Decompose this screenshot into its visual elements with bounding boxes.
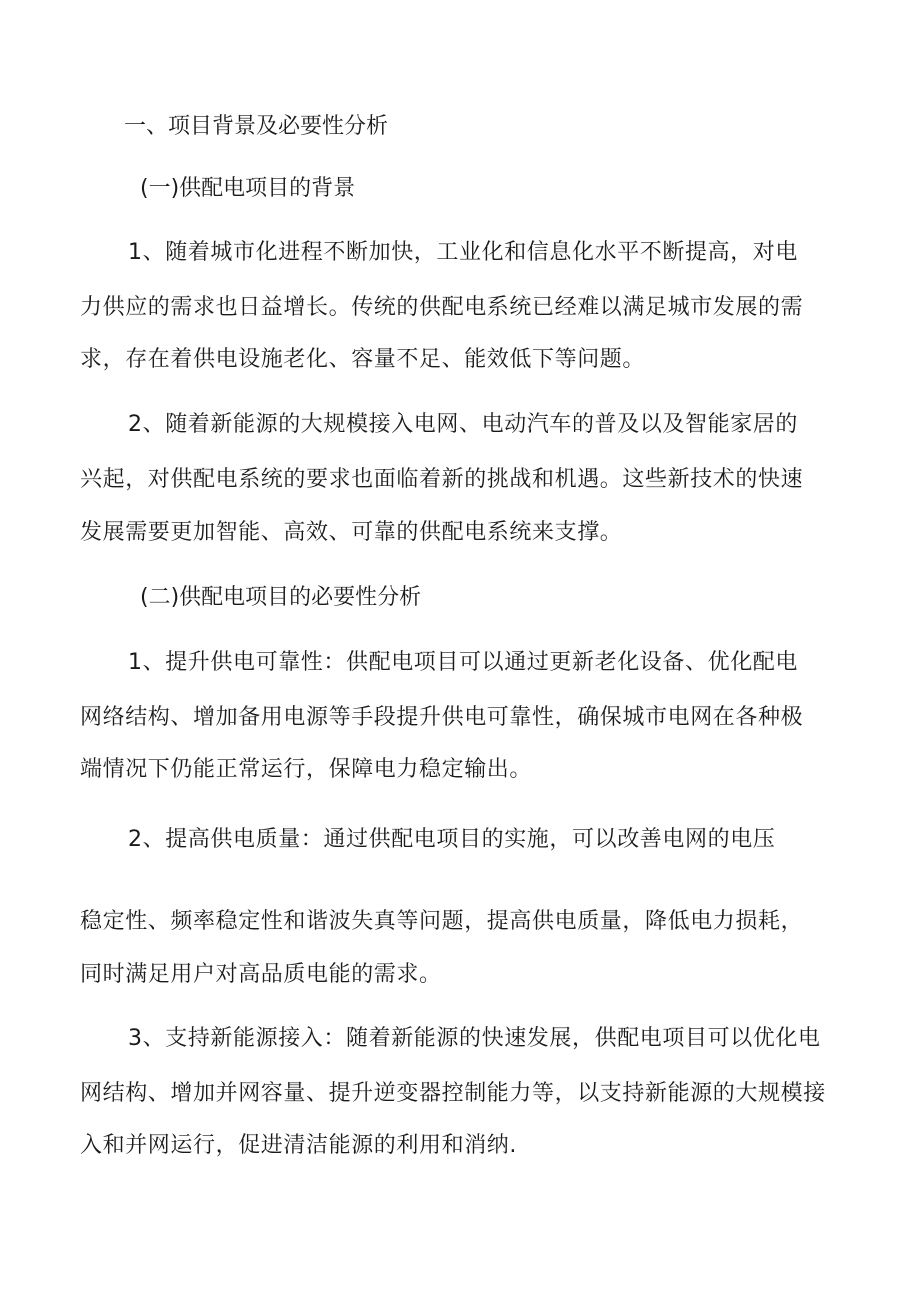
paragraph-1-line-3: 求，存在着供电设施老化、容量不足、能效低下等问题。 [80,347,646,372]
paragraph-2-line-1: 2、随着新能源的大规模接入电网、电动汽车的普及以及智能家居的 [128,412,798,437]
paragraph-5-line-1: 3、支持新能源接入：随着新能源的快速发展，供配电项目可以优化电 [128,1026,821,1051]
paragraph-2-line-3: 发展需要更加智能、高效、可靠的供配电系统来支撑。 [80,520,623,545]
paragraph-3-line-1: 1、提升供电可靠性：供配电项目可以通过更新老化设备、优化配电 [128,650,798,675]
paragraph-1-line-2: 力供应的需求也日益增长。传统的供配电系统已经难以满足城市发展的需 [80,295,804,320]
paragraph-3-line-2: 网络结构、增加备用电源等手段提升供电可靠性，确保城市电网在各种极 [80,705,804,730]
paragraph-2-line-2: 兴起，对供配电系统的要求也面临着新的挑战和机遇。这些新技术的快速 [80,467,804,492]
paragraph-5-line-3: 入和并网运行，促进清洁能源的利用和消纳. [80,1133,517,1158]
paragraph-4-line-3: 同时满足用户对高品质电能的需求。 [80,962,442,987]
paragraph-5-line-2: 网结构、增加并网容量、提升逆变器控制能力等，以支持新能源的大规模接 [80,1081,826,1106]
paragraph-1-line-1: 1、随着城市化进程不断加快，工业化和信息化水平不断提高，对电 [128,240,798,265]
paragraph-4-line-1: 2、提高供电质量：通过供配电项目的实施，可以改善电网的电压 [128,827,776,852]
subsection-title-background: (一)供配电项目的背景 [140,176,356,201]
section-title: 一、项目背景及必要性分析 [124,114,389,139]
paragraph-4-line-2: 稳定性、频率稳定性和谐波失真等问题，提高供电质量，降低电力损耗， [80,909,804,934]
subsection-title-necessity: (二)供配电项目的必要性分析 [140,585,422,610]
paragraph-3-line-3: 端情况下仍能正常运行，保障电力稳定输出。 [80,757,533,782]
